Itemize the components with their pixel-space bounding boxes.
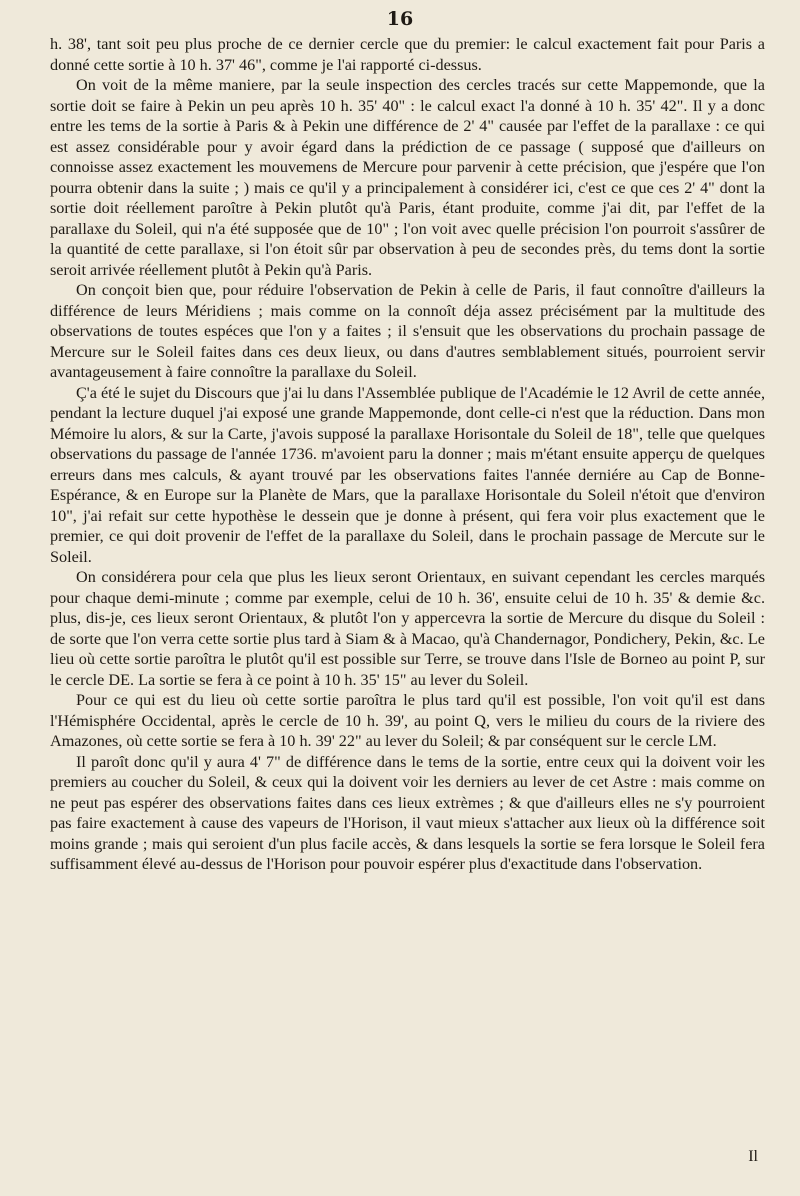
body-text (50, 34, 765, 875)
page-number: 16 (386, 8, 414, 30)
paragraph-7: Il paroît donc qu'il y aura 4' 7" de différence dans le tems de la sortie, entre ceux qui la doivent voir les premiers au coucher du Soleil, & ceux qui la doivent voir les derniers au lever de cet Astre : mais comme on ne peut pas espérer des observations faites dans ces lieux extrèmes ; & que d'ailleurs elles ne s'y pourroient pas faire exactement à cause des vapeurs de l'Horison, il vaut mieux s'attacher aux lieux où la différence soit moins grande ; mais qui seroient d'un plus facile accès, & dans lesquels la sortie se fera lorsque le Soleil fera suffisamment élevé au-dessus de l'Horison pour pouvoir espérer plus d'exactitude dans l'observation. (50, 752, 765, 873)
paragraph-6: Pour ce qui est du lieu où cette sortie paroîtra le plus tard qu'il est possible, l'on voit qu'il est dans l'Hémisphére Occidental, après le cercle de 10 h. 39', au point Q, vers le milieu du cours de la riviere des Amazones, où cette sortie se fera à 10 h. 39' 22" au lever du Soleil; & par conséquent sur le cercle LM. (50, 691, 765, 750)
paragraph-1: h. 38', tant soit peu plus proche de ce dernier cercle que du premier: le calcul exactement fait pour Paris a donné cette sortie à 10 h. 37' 46", comme je l'ai rapporté ci-dessus. (50, 35, 765, 74)
catchword: Il (748, 1148, 758, 1165)
paragraph-4: Ç'a été le sujet du Discours que j'ai lu dans l'Assemblée publique de l'Académie le 12 Avril de cette année, pendant la lecture duquel j'ai exposé une grande Mappemonde, dont celle-ci n'est que la réduction. Dans mon Mémoire lu alors, & sur la Carte, j'avois supposé la parallaxe Horisontale du Soleil de 18", telle que quelques observations du passage de l'année 1736. m'avoient paru la donner ; mais m'étant ensuite apperçu de quelques erreurs dans mes calculs, & ayant trouvé par les observations faites l'année derniére au Cap de Bonne-Espérance, & en Europe sur la Planète de Mars, que la parallaxe Horisontale du Soleil n'étoit que d'environ 10", j'ai refait sur cette hypothèse le dessein que je donne à présent, qui fera voir plus exactement que le premier, ce qui doit provenir de l'effet de la parallaxe du Soleil, dans le prochain passage de Mercute sur le Soleil. (50, 383, 765, 566)
paragraph-5: On considérera pour cela que plus les lieux seront Orientaux, en suivant cependant les cercles marqués pour chaque demi-minute ; comme par exemple, celui de 10 h. 36', ensuite celui de 10 h. 35' & demie &c. plus, dis-je, ces lieux seront Orientaux, & plutôt l'on y appercevra la sortie de Mercure du disque du Soleil : de sorte que l'on verra cette sortie plus tard à Siam & à Macao, qu'à Chandernagor, Pondichery, Pekin, &c. Le lieu où cette sortie paroîtra le plutôt qu'il est possible sur Terre, se trouve dans l'Isle de Borneo au point P, sur le cercle DE. La sortie se fera à ce point à 10 h. 35' 15" au lever du Soleil. (50, 568, 765, 689)
paragraph-2: On voit de la même maniere, par la seule inspection des cercles tracés sur cette Mappemonde, que la sortie doit se faire à Pekin un peu après 10 h. 35' 40" : le calcul exact l'a donné à 10 h. 35' 42". Il y a donc entre les tems de la sortie à Paris & à Pekin une différence de 2' 4" causée par l'effet de la parallaxe : ce qui est assez considérable pour y avoir égard dans la prédiction de ce passage ( supposé que d'ailleurs on connoisse assez exactement les mouvemens de Mercure pour parvenir à cette précision, que j'espére que l'on pourra obtenir dans la suite ; ) mais ce qu'il y a principalement à considérer ici, c'est ce que ces 2' 4" dont la sortie doit réellement paroître à Pekin plutôt qu'à Paris, étant produite, comme j'ai dit, par l'effet de la parallaxe du Soleil, qui n'a été supposée que de 10" ; l'on voit avec quelle précision l'on pourroit s'assûrer de la quantité de cette parallaxe, si l'on étoit sûr par observation à peu de secondes près, du tems dont la sortie seroit arrivée réellement plutôt à Pekin qu'à Paris. (50, 76, 765, 279)
paragraph-3: On conçoit bien que, pour réduire l'observation de Pekin à celle de Paris, il faut connoître d'ailleurs la différence de leurs Méridiens ; mais comme on la connoît déja assez précisément par la multitude des observations de toutes espéces que l'on y a faites ; il s'ensuit que les observations du prochain passage de Mercure sur le Soleil faites dans ces deux lieux, ou dans d'autres semblablement situés, pourroient servir avantageusement à faire connoître la parallaxe du Soleil. (50, 281, 765, 381)
